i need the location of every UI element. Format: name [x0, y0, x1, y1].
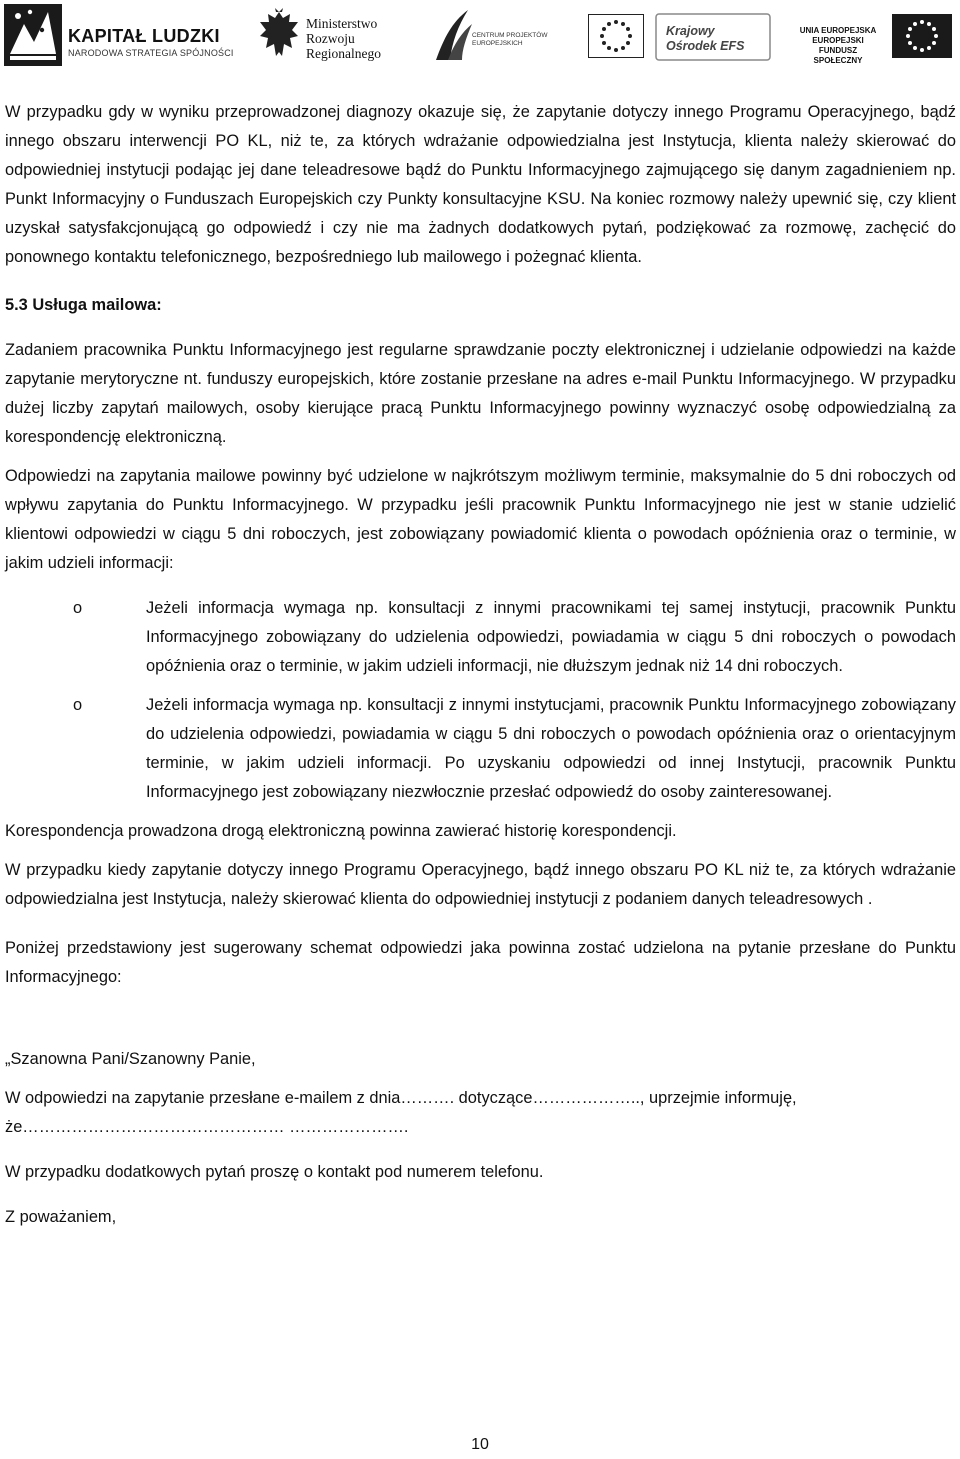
- unia-europejska-text: [796, 26, 880, 66]
- eu-flag-icon: [892, 14, 952, 58]
- bullet-item: [5, 594, 956, 681]
- kapital-ludzki-logo: [4, 4, 234, 66]
- paragraph-intro: W przypadku gdy w wyniku przeprowadzonej diagnozy okazuje się, że zapytanie dotyczy innego Programu Operacyjnego, bądź innego obszaru interwencji PO KL, niż te, za których wdrażanie odpowiedzialna jest Instytucja, klienta należy skierować do odpowiedniej instytucji podając jej dane teleadresowe bądź do Punktu Informacyjnego zajmującego się danym zagadnieniem np. Punkt Informacyjny o Funduszach Europejskich czy Punkty konsultacyjne KSU. Na koniec rozmowy należy upewnić się, czy klient uzyskał satysfakcjonującą go odpowiedź i czy nie ma żadnych dodatkowych pytań, podziękować za rozmowę, zachęcić do ponownego kontaktu telefonicznego, bezpośredniego lub mailowego i pożegnać klienta.: [5, 103, 956, 266]
- page-number: 10: [471, 1436, 489, 1453]
- unia-europejska-logo: [782, 4, 958, 66]
- letter-body: W odpowiedzi na zapytanie przesłane e-mailem z dnia………. dotyczące……………….., uprzejmie informuję, że………………………………………… ………………….: [5, 1089, 797, 1136]
- letter-closing: Z poważaniem,: [5, 1208, 117, 1226]
- unia-line2: EUROPEJSKI: [812, 36, 864, 45]
- eagle-emblem-icon: [256, 6, 302, 64]
- eu-flag-logo: [588, 4, 644, 66]
- cpe-logo: [434, 4, 552, 66]
- bullet-text: Jeżeli informacja wymaga np. konsultacji z innymi instytucjami, pracownik Punktu Informacyjnego zobowiązany do udzielenia odpowiedzi, powiadamia w ciągu 5 dni roboczych o powodach opóźnienia oraz o orientacyjnym terminie, w jakim udzieli informacji. Po uzyskaniu odpowiedzi od innej Instytucji, pracownik Punktu Informacyjnego jest zobowiązany niezwłocznie przesłać odpowiedź do osoby zainteresowanej.: [146, 696, 956, 801]
- bullet-marker: o: [73, 599, 83, 617]
- cpe-text: [472, 32, 547, 48]
- kapital-ludzki-emblem-icon: [4, 4, 62, 66]
- paragraph-email-duty: Zadaniem pracownika Punktu Informacyjnego jest regularne sprawdzanie poczty elektronicznej i udzielanie odpowiedzi na każde zapytanie merytoryczne nt. funduszy europejskich, które zostanie przesłane na adres e-mail Punktu Informacyjnego. W przypadku dużej liczby zapytań mailowych, osoby kierujące pracą Punktu Informacyjnego powinny wyznaczyć osobę odpowiedzialną za korespondencję elektroniczną.: [5, 341, 956, 446]
- ministerstwo-line3: Regionalnego: [306, 46, 381, 61]
- kapital-ludzki-title: KAPITAŁ LUDZKI: [68, 26, 220, 46]
- koefs-text: [666, 24, 745, 54]
- paragraph-response-time: Odpowiedzi na zapytania mailowe powinny być udzielone w najkrótszym możliwym terminie, maksymalnie do 5 dni roboczych od wpływu zapytania do Punktu Informacyjnego. W przypadku jeśli pracownik Punktu Informacyjnego nie jest w stanie udzielić klientowi odpowiedzi w ciągu 5 dni roboczych, jest zobowiązany powiadomić klienta o powodach opóźnienia oraz o terminie, w jakim udzieli informacji:: [5, 467, 956, 572]
- paragraph-redirect: W przypadku kiedy zapytanie dotyczy innego Programu Operacyjnego, bądź innego obszaru PO KL niż te, za których wdrażanie odpowiedzialna jest Instytucja, należy skierować klienta do odpowiedniej instytucji z podaniem danych teleadresowych .: [5, 861, 956, 908]
- paragraph-schema-intro: Poniżej przedstawiony jest sugerowany schemat odpowiedzi jaka powinna zostać udzielona na pytanie przesłane do Punktu Informacyjnego:: [5, 939, 956, 986]
- page-content: [5, 98, 956, 1232]
- paragraph-correspondence: Korespondencja prowadzona drogą elektroniczną powinna zawierać historię korespondencji.: [5, 822, 677, 840]
- ministerstwo-logo: [254, 4, 394, 66]
- ministerstwo-line2: Rozwoju: [306, 31, 355, 46]
- kapital-ludzki-subtitle: NARODOWA STRATEGIA SPÓJNOŚCI: [68, 48, 234, 58]
- unia-line1: UNIA EUROPEJSKA: [799, 26, 877, 35]
- krajowy-osrodek-efs-logo: [652, 4, 774, 66]
- section-heading: 5.3 Usługa mailowa:: [5, 296, 162, 314]
- letter-greeting: „Szanowna Pani/Szanowny Panie,: [5, 1050, 256, 1068]
- cpe-line2: EUROPEJSKICH: [472, 40, 523, 47]
- eu-stars-flag-icon: [588, 14, 644, 58]
- koefs-line2: Ośrodek EFS: [666, 39, 745, 53]
- unia-line3: FUNDUSZ SPOŁECZNY: [813, 46, 863, 65]
- bullet-text: Jeżeli informacja wymaga np. konsultacji z innymi pracownikami tej samej instytucji, pracownik Punktu Informacyjnego zobowiązany do udzielenia odpowiedzi, powiadamia w ciągu 5 dni roboczych o powodach opóźnienia oraz o terminie, w jakim udzieli informacji, nie dłuższym jednak niż 14 dni roboczych.: [146, 599, 956, 675]
- cpe-line1: CENTRUM PROJEKTÓW: [472, 32, 548, 39]
- bullet-marker: o: [73, 696, 83, 714]
- ministerstwo-text: [306, 16, 381, 61]
- ministerstwo-line1: Ministerstwo: [306, 16, 378, 31]
- logo-header: [0, 0, 960, 70]
- letter-contact: W przypadku dodatkowych pytań proszę o kontakt pod numerem telefonu.: [5, 1163, 544, 1181]
- cpe-swoosh-icon: [434, 8, 474, 64]
- bullet-item: [5, 691, 956, 807]
- koefs-line1: Krajowy: [666, 24, 715, 38]
